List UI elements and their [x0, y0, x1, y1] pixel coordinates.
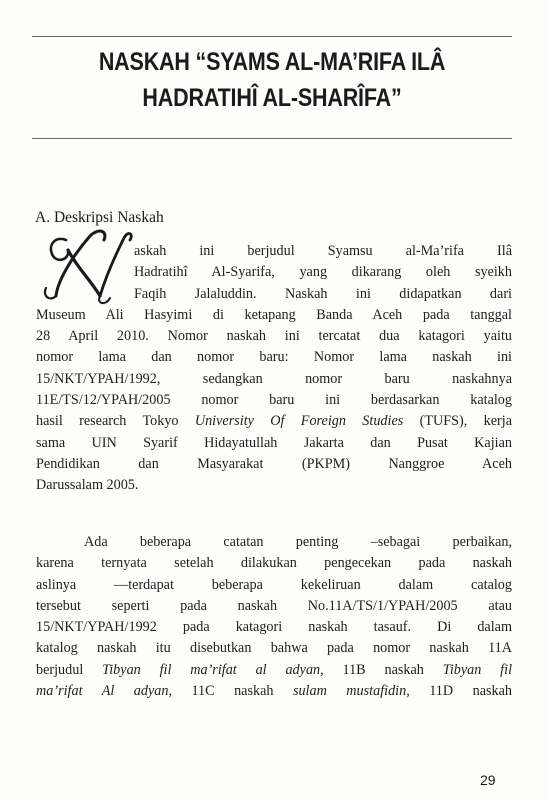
text-line: tersebut seperti pada naskah No.11A/TS/1/YPAH/2005 atau: [36, 597, 512, 614]
text-line: Ada beberapa catatan penting –sebagai perbaikan,: [84, 534, 512, 550]
chapter-title-line-1: NASKAH “SYAMS AL-MA’RIFA ILÂ: [98, 48, 446, 76]
text-line: [36, 681, 512, 702]
text-line: nomor lama dan nomor baru: Nomor lama naskah ini: [36, 349, 512, 366]
paragraph-description: [36, 241, 512, 497]
bottom-rule: [32, 138, 512, 139]
paragraph-notes: [36, 532, 512, 702]
italic-title: ma’rifat Al adyan: [36, 683, 169, 700]
text-fragment: hasil research Tokyo: [36, 413, 195, 430]
italic-title: Tibyan fil ma’rifat al adyan: [102, 661, 321, 678]
text-line: askah ini berjudul Syamsu al-Ma’rifa Ilâ: [134, 243, 512, 259]
text-line: Faqih Jalaluddin. Naskah ini didapatkan dari: [134, 285, 512, 302]
top-rule: [32, 36, 512, 37]
text-line: Pendidikan dan Masyarakat (PKPM) Nanggroe Aceh: [36, 455, 512, 472]
section-heading: A. Deskripsi Naskah: [35, 209, 164, 226]
text-fragment: (TUFS), kerja: [403, 413, 512, 430]
text-line: katalog naskah itu disebutkan bahwa pada nomor naskah 11A: [36, 640, 512, 657]
text-line: 15/NKT/YPAH/1992, sedangkan nomor baru naskahnya: [36, 370, 512, 387]
text-line: Darussalam 2005.: [36, 477, 139, 494]
text-fragment: , 11B naskah: [320, 661, 443, 678]
chapter-title-line-2: HADRATIHÎ AL-SHARÎFA”: [142, 84, 402, 112]
text-line: 11E/TS/12/YPAH/2005 nomor baru ini berdasarkan katalog: [36, 392, 512, 409]
italic-title: sulam mustafidin: [292, 683, 407, 700]
text-fragment: , 11C naskah: [168, 683, 293, 700]
text-line: Hadratihî Al-Syarifa, yang dikarang oleh syeikh: [134, 264, 512, 281]
text-line: [36, 411, 512, 432]
text-line: Museum Ali Hasyimi di ketapang Banda Aceh pada tanggal: [36, 306, 512, 323]
text-fragment: , 11D naskah: [406, 683, 512, 700]
italic-title: Tibyan fil: [442, 661, 512, 678]
text-line: [36, 660, 512, 681]
text-line: aslinya —terdapat beberapa kekeliruan dalam catalog: [36, 576, 512, 593]
text-fragment: berjudul: [36, 661, 103, 678]
text-line: 15/NKT/YPAH/1992 pada katagori naskah tasauf. Di dalam: [36, 619, 512, 636]
italic-institution-name: University Of Foreign Studies: [194, 413, 404, 430]
text-line: karena ternyata setelah dilakukan pengecekan pada naskah: [36, 555, 512, 572]
chapter-title: [66, 44, 479, 116]
page-number: 29: [480, 772, 496, 788]
text-line: sama UIN Syarif Hidayatullah Jakarta dan Pusat Kajian: [36, 434, 512, 451]
text-line: 28 April 2010. Nomor naskah ini tercatat dua katagori yaitu: [36, 328, 512, 345]
